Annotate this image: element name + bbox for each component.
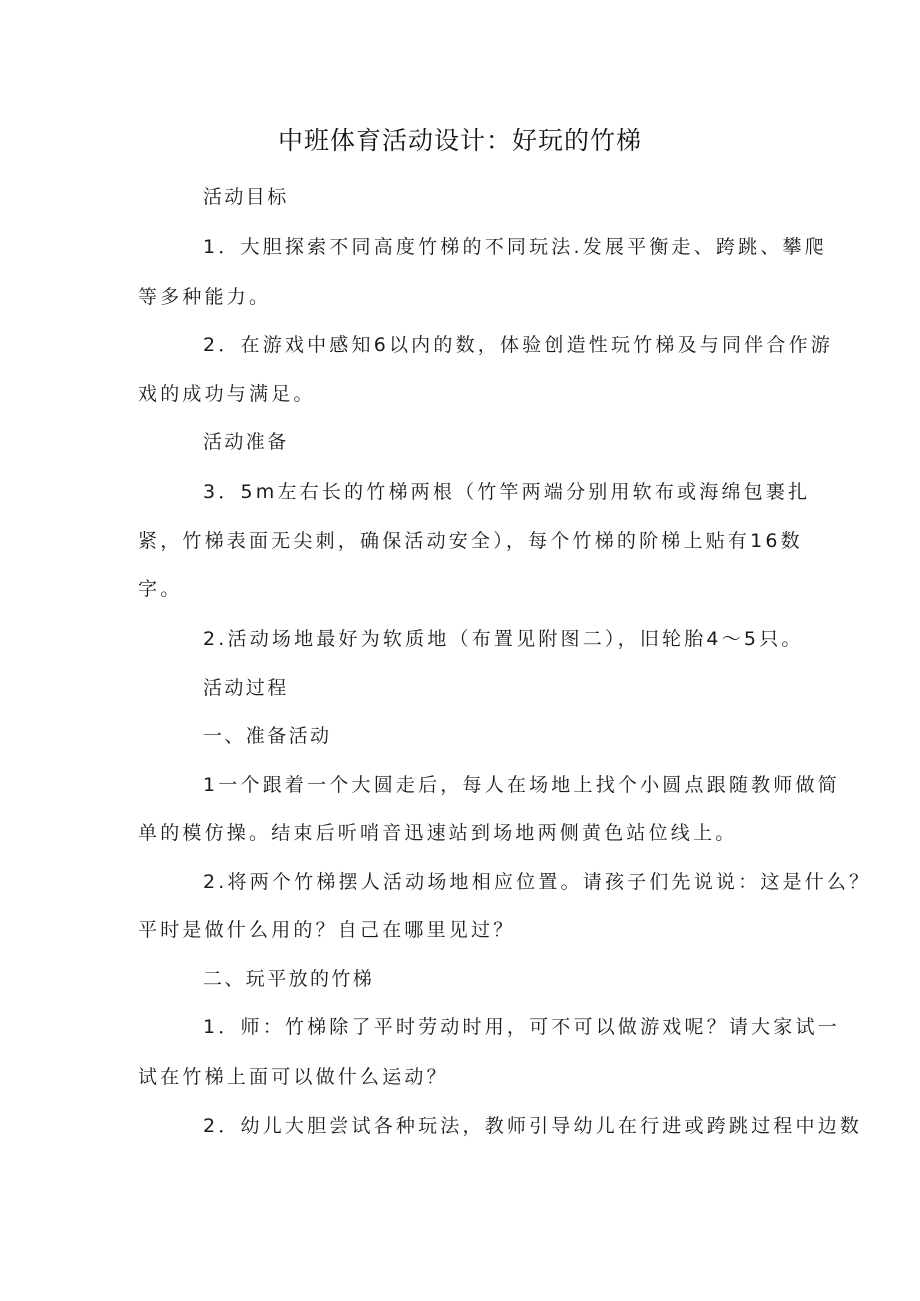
paragraph-line: 等多种能力。 [138, 286, 272, 308]
paragraph-line: 戏的成功与满足。 [138, 383, 316, 405]
paragraph-line: 3．5m左右长的竹梯两根（竹竿两端分别用软布或海绵包裹扎 [203, 481, 811, 503]
paragraph-line: 2．在游戏中感知6以内的数，体验创造性玩竹梯及与同伴合作游 [203, 334, 833, 356]
paragraph-line: 2.活动场地最好为软质地（布置见附图二），旧轮胎4～5只。 [203, 628, 804, 650]
section-heading-preparation: 活动准备 [203, 431, 289, 453]
paragraph-line: 1一个跟着一个大圆走后，每人在场地上找个小圆点跟随教师做简 [203, 774, 840, 796]
paragraph-line: 1．师：竹梯除了平时劳动时用，可不可以做游戏呢？请大家试一 [203, 1016, 840, 1038]
paragraph-line: 平时是做什么用的？自己在哪里见过？ [138, 919, 516, 941]
subsection-heading-flat-ladder: 二、玩平放的竹梯 [203, 968, 375, 990]
section-heading-process: 活动过程 [203, 677, 289, 699]
paragraph-line: 1．大胆探索不同高度竹梯的不同玩法.发展平衡走、跨跳、攀爬 [203, 236, 827, 258]
section-heading-goals: 活动目标 [203, 186, 289, 208]
paragraph-line: 试在竹梯上面可以做什么运动？ [138, 1066, 449, 1088]
paragraph-line: 字。 [138, 578, 183, 600]
paragraph-line: 单的模仿操。结束后听哨音迅速站到场地两侧黄色站位线上。 [138, 822, 738, 844]
paragraph-line: 紧，竹梯表面无尖刺，确保活动安全），每个竹梯的阶梯上贴有16数 [138, 530, 803, 552]
subsection-heading-warmup: 一、准备活动 [203, 725, 332, 747]
document-title: 中班体育活动设计：好玩的竹梯 [277, 126, 642, 155]
paragraph-line: 2.将两个竹梯摆人活动场地相应位置。请孩子们先说说：这是什么？ [203, 871, 872, 893]
paragraph-line: 2．幼儿大胆尝试各种玩法，教师引导幼儿在行进或跨跳过程中边数 [203, 1115, 863, 1137]
